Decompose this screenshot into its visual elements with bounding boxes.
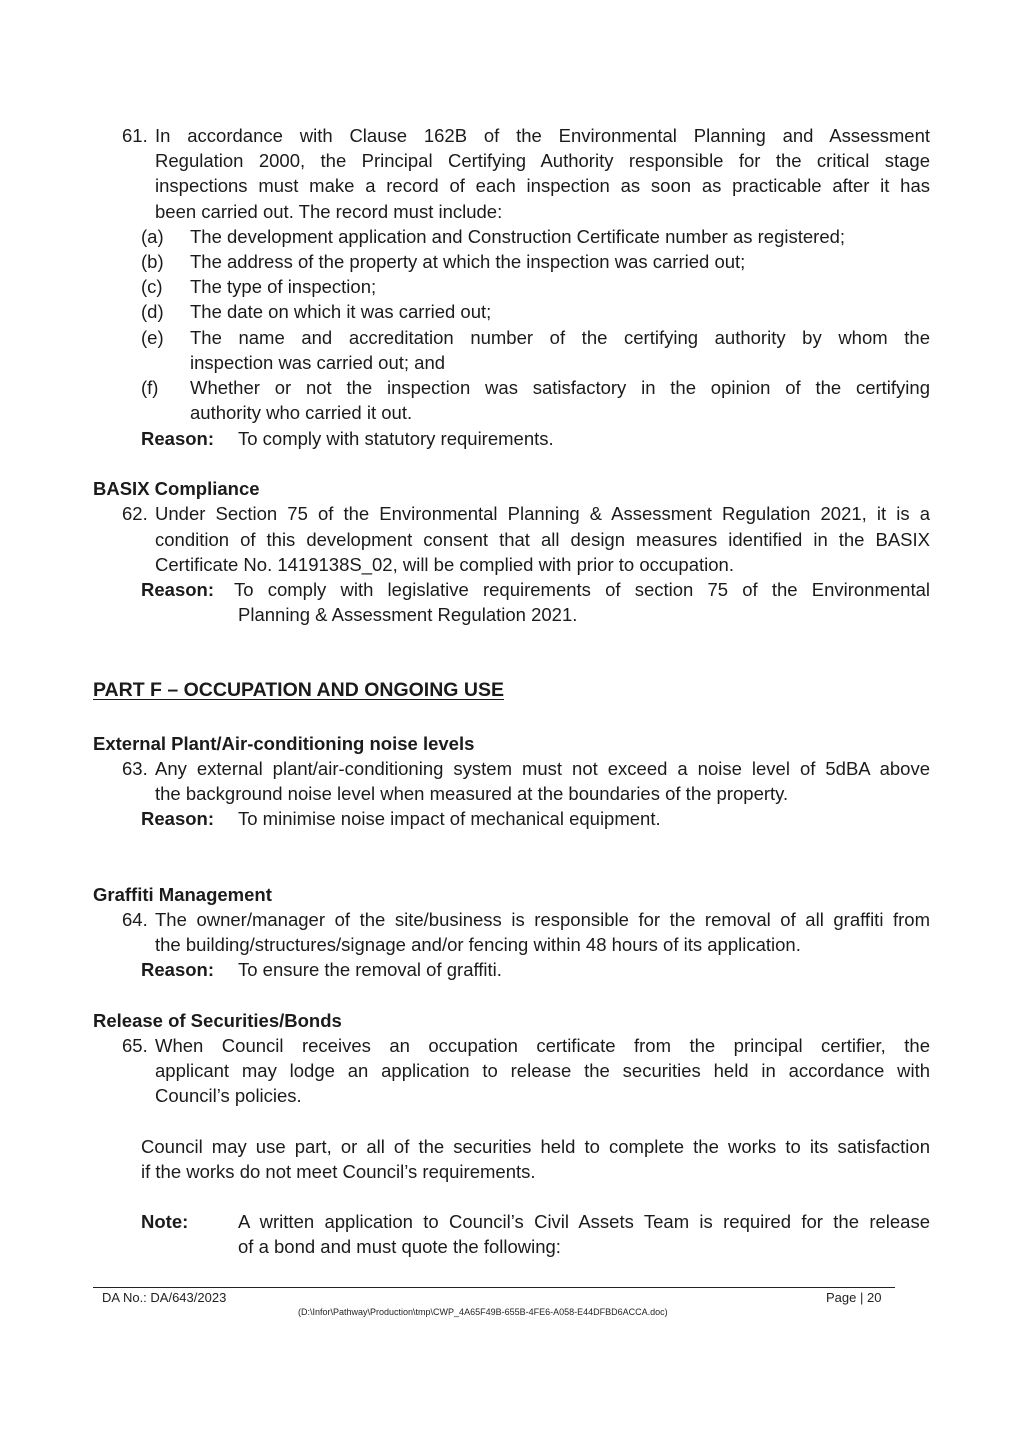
clause-61-line-3: inspections must make a record of each inspection as soon as practicable after it has [155, 175, 930, 196]
clause-65-line-2: applicant may lodge an application to release the securities held in accordance with [155, 1060, 930, 1081]
basix-heading: BASIX Compliance [93, 478, 260, 499]
footer-rule [93, 1287, 895, 1288]
clause-63-number: 63. [122, 758, 148, 779]
item-b-label: (b) [141, 251, 164, 272]
clause-62-line-3: Certificate No. 1419138S_02, will be complied with prior to occupation. [155, 554, 734, 575]
item-c-label: (c) [141, 276, 163, 297]
item-f-text-line-2: authority who carried it out. [190, 402, 413, 423]
note-line-2: of a bond and must quote the following: [238, 1236, 561, 1257]
clause-64-reason-label: Reason: [141, 959, 214, 980]
clause-63-reason-label: Reason: [141, 808, 214, 829]
item-f-text-line-1: Whether or not the inspection was satisfactory in the opinion of the certifying [190, 377, 930, 398]
clause-63-line-1: Any external plant/air-conditioning system must not exceed a noise level of 5dBA above [155, 758, 930, 779]
securities-para-line-2: if the works do not meet Council’s requirements. [141, 1161, 536, 1182]
clause-65-line-1: When Council receives an occupation certificate from the principal certifier, the [155, 1035, 930, 1056]
footer-file-path: (D:\Infor\Pathway\Production\tmp\CWP_4A65F49B-655B-4FE6-A058-E44DFBD6ACCA.doc) [298, 1307, 668, 1317]
clause-64-number: 64. [122, 909, 148, 930]
item-e-text-line-1: The name and accreditation number of the certifying authority by whom the [190, 327, 930, 348]
item-d-text: The date on which it was carried out; [190, 301, 492, 322]
footer-page-number: Page | 20 [826, 1290, 882, 1305]
item-e-text-line-2: inspection was carried out; and [190, 352, 446, 373]
clause-61-number: 61. [122, 125, 148, 146]
clause-61-line-4: been carried out. The record must include: [155, 201, 503, 222]
graffiti-heading: Graffiti Management [93, 884, 272, 905]
item-d-label: (d) [141, 301, 164, 322]
clause-62-reason-line-1: To comply with legislative requirements of section 75 of the Environmental [234, 579, 930, 600]
clause-62-reason-label: Reason: [141, 579, 214, 600]
item-e-label: (e) [141, 327, 164, 348]
clause-61-reason-label: Reason: [141, 428, 214, 449]
clause-64-line-1: The owner/manager of the site/business is responsible for the removal of all graffiti from [155, 909, 930, 930]
clause-64-line-2: the building/structures/signage and/or fencing within 48 hours of its application. [155, 934, 801, 955]
clause-62-reason-line-2: Planning & Assessment Regulation 2021. [238, 604, 578, 625]
noise-heading: External Plant/Air-conditioning noise levels [93, 733, 475, 754]
securities-heading: Release of Securities/Bonds [93, 1010, 342, 1031]
clause-61-line-2: Regulation 2000, the Principal Certifying Authority responsible for the critical stage [155, 150, 930, 171]
item-c-text: The type of inspection; [190, 276, 377, 297]
clause-63-line-2: the background noise level when measured at the boundaries of the property. [155, 783, 789, 804]
clause-63-reason: To minimise noise impact of mechanical equipment. [238, 808, 661, 829]
item-b-text: The address of the property at which the inspection was carried out; [190, 251, 746, 272]
clause-65-number: 65. [122, 1035, 148, 1056]
clause-65-line-3: Council’s policies. [155, 1085, 302, 1106]
item-f-label: (f) [141, 377, 159, 398]
clause-62-line-1: Under Section 75 of the Environmental Planning & Assessment Regulation 2021, it is a [155, 503, 930, 524]
securities-para-line-1: Council may use part, or all of the securities held to complete the works to its satisfaction [141, 1136, 930, 1157]
part-f-heading: PART F – OCCUPATION AND ONGOING USE [93, 679, 504, 701]
clause-61-reason: To comply with statutory requirements. [238, 428, 554, 449]
note-line-1: A written application to Council’s Civil Assets Team is required for the release [238, 1211, 930, 1232]
item-a-label: (a) [141, 226, 164, 247]
item-a-text: The development application and Construction Certificate number as registered; [190, 226, 846, 247]
clause-62-number: 62. [122, 503, 148, 524]
note-label: Note: [141, 1211, 189, 1232]
footer-da-number: DA No.: DA/643/2023 [102, 1290, 227, 1305]
clause-62-line-2: condition of this development consent that all design measures identified in the BASIX [155, 529, 930, 550]
clause-64-reason: To ensure the removal of graffiti. [238, 959, 502, 980]
clause-61-line-1: In accordance with Clause 162B of the Environmental Planning and Assessment [155, 125, 930, 146]
